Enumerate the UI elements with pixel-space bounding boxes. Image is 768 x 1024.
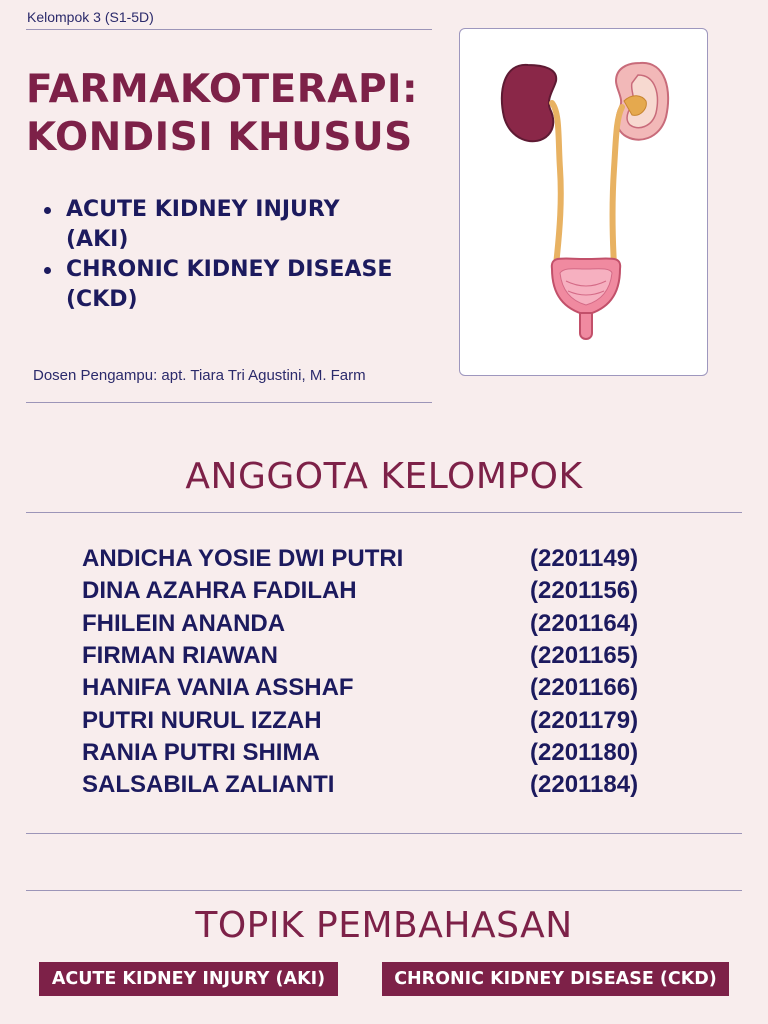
member-id: (2201184)	[530, 771, 639, 799]
member-row	[82, 608, 682, 640]
member-id: (2201166)	[530, 674, 639, 702]
urinary-system-icon	[460, 29, 708, 376]
bullet-dot-icon	[44, 207, 51, 214]
kidney-illustration	[459, 28, 708, 376]
member-row	[82, 640, 682, 672]
topic-chip-ckd: CHRONIC KIDNEY DISEASE (CKD)	[382, 962, 729, 996]
member-id: (2201156)	[530, 577, 639, 605]
bullet-item	[44, 255, 434, 315]
member-name: PUTRI NURUL IZZAH	[82, 706, 322, 734]
topic-bullet-list	[44, 195, 434, 315]
member-name: FIRMAN RIAWAN	[82, 642, 278, 670]
members-bottom-divider	[26, 833, 742, 834]
member-id: (2201149)	[530, 545, 639, 573]
member-row	[82, 575, 682, 607]
bullet-dot-icon	[44, 267, 51, 274]
member-row	[82, 737, 682, 769]
members-heading-divider	[26, 512, 742, 513]
bullet-text: CHRONIC KIDNEY DISEASE	[66, 257, 393, 282]
header-bottom-divider	[26, 402, 432, 403]
member-row	[82, 769, 682, 801]
page-title	[26, 66, 446, 162]
members-heading: ANGGOTA KELOMPOK	[185, 456, 583, 497]
bullet-text: (AKI)	[66, 227, 129, 252]
top-divider	[26, 29, 432, 30]
member-id: (2201164)	[530, 609, 639, 637]
member-name: HANIFA VANIA ASSHAF	[82, 674, 354, 702]
title-line-1: FARMAKOTERAPI:	[26, 67, 419, 112]
topic-chip-aki: ACUTE KIDNEY INJURY (AKI)	[39, 962, 338, 996]
bullet-item	[44, 195, 434, 255]
lecturer-text: Dosen Pengampu: apt. Tiara Tri Agustini, M. Farm	[33, 367, 366, 384]
member-id: (2201179)	[530, 706, 639, 734]
bullet-text: ACUTE KIDNEY INJURY	[66, 197, 340, 222]
member-row	[82, 672, 682, 704]
member-name: DINA AZAHRA FADILAH	[82, 577, 357, 605]
member-row	[82, 704, 682, 736]
member-name: RANIA PUTRI SHIMA	[82, 738, 320, 766]
member-name: FHILEIN ANANDA	[82, 609, 286, 637]
bullet-text: (CKD)	[66, 287, 138, 312]
member-id: (2201180)	[530, 738, 639, 766]
topics-top-divider	[26, 890, 742, 891]
topics-heading: TOPIK PEMBAHASAN	[195, 905, 573, 946]
member-name: SALSABILA ZALIANTI	[82, 771, 335, 799]
title-line-2: KONDISI KHUSUS	[26, 115, 413, 160]
group-label: Kelompok 3 (S1-5D)	[27, 9, 154, 25]
member-id: (2201165)	[530, 642, 639, 670]
member-name: ANDICHA YOSIE DWI PUTRI	[82, 545, 404, 573]
member-list	[82, 543, 682, 801]
member-row	[82, 543, 682, 575]
